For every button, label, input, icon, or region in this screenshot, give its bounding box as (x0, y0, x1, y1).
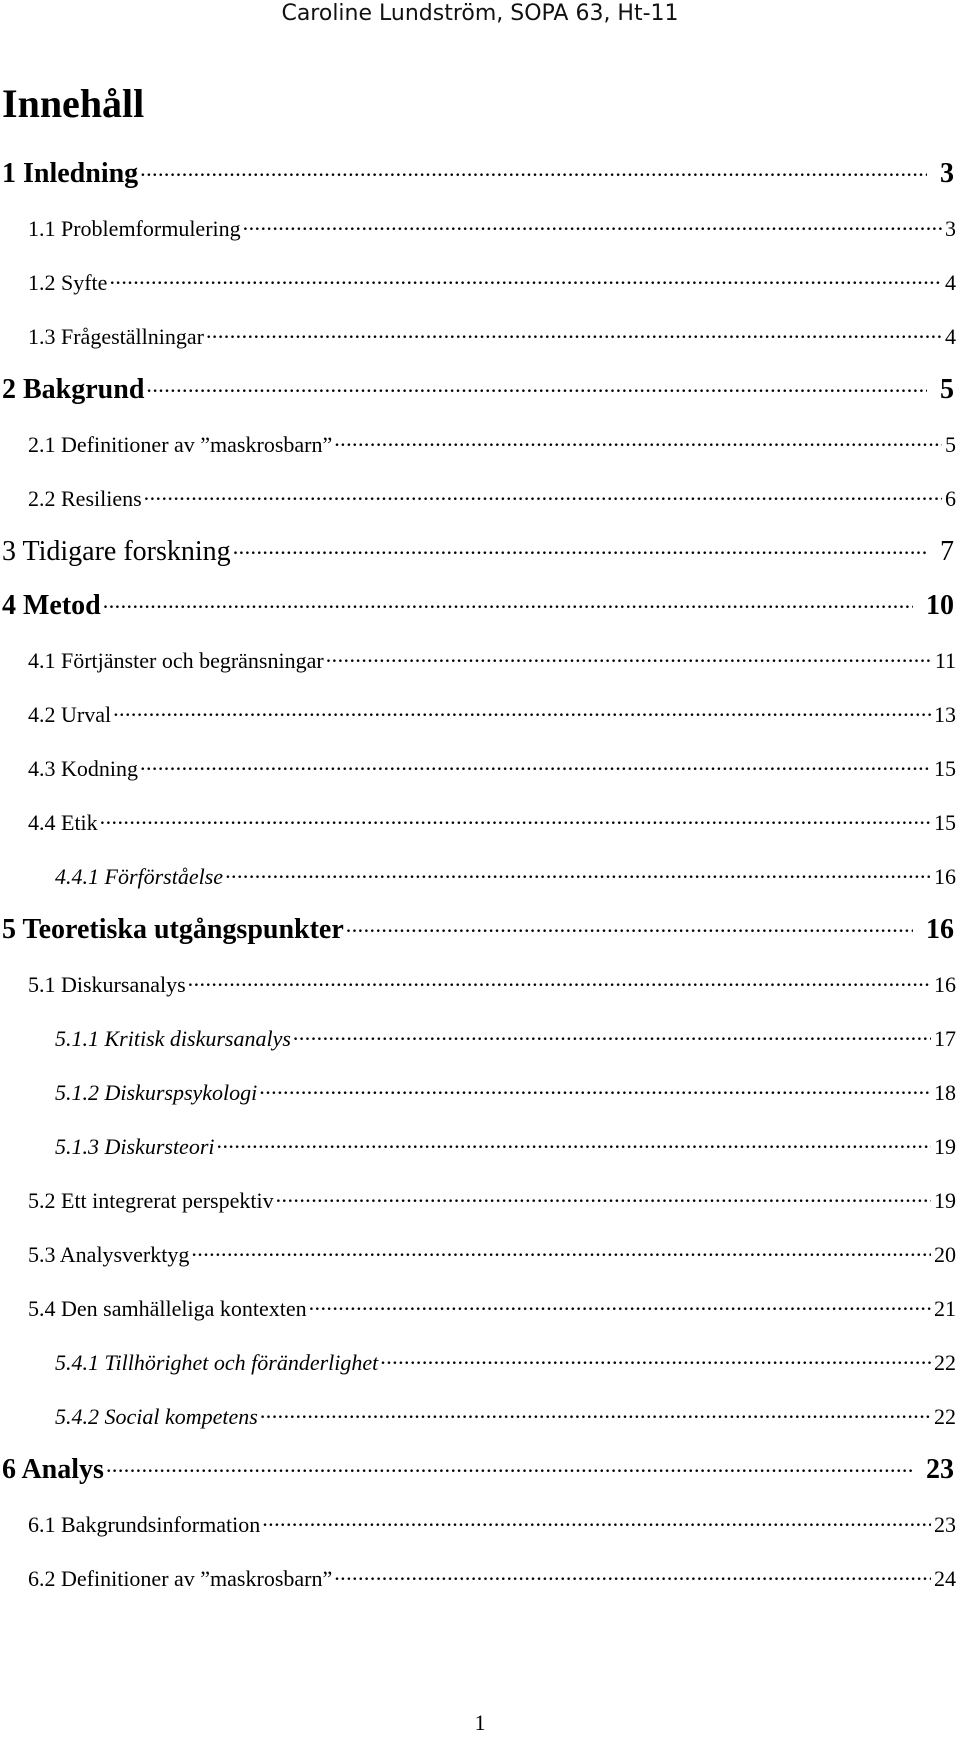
toc-entry-6[interactable] (2, 1454, 954, 1486)
toc-entry-label: 1.3 Frågeställningar (28, 324, 204, 349)
toc-entry-page: 16 (934, 972, 956, 997)
toc-entry-label: 4 Metod (2, 590, 101, 621)
page-number: 1 (474, 1710, 486, 1735)
toc-entry-label: 1.1 Problemformulering (28, 216, 241, 241)
toc-entry-4[interactable] (2, 590, 954, 622)
dot-leader (140, 160, 927, 182)
toc-entry-label: 4.1 Förtjänster och begränsningar (28, 648, 324, 673)
dot-leader (334, 430, 942, 452)
toc-entry-page: 4 (945, 270, 956, 295)
toc-title: Innehåll (2, 81, 145, 126)
toc-entry-page: 19 (934, 1188, 956, 1213)
toc-entry-label: 5.3 Analysverktyg (28, 1242, 190, 1267)
toc-entry-page: 22 (934, 1404, 956, 1429)
toc-entry-5-4[interactable] (28, 1294, 956, 1322)
toc-entry-4-3[interactable] (28, 754, 956, 782)
toc-entry-6-1[interactable] (28, 1510, 956, 1538)
toc-entry-label: 4.4 Etik (28, 810, 98, 835)
toc-entry-page: 6 (945, 486, 956, 511)
toc-entry-5-1-1[interactable] (55, 1024, 956, 1052)
toc-entry-5-4-2[interactable] (55, 1402, 956, 1430)
toc-entry-label: 6.1 Bakgrundsinformation (28, 1512, 261, 1537)
toc-entry-page: 4 (945, 324, 956, 349)
toc-entry-label: 6.2 Definitioner av ”maskrosbarn” (28, 1566, 333, 1591)
toc-entry-page: 3 (945, 216, 956, 241)
dot-leader (113, 700, 931, 722)
toc-entry-1[interactable] (2, 158, 954, 190)
toc-entry-page: 5 (945, 432, 956, 457)
toc-entry-4-1[interactable] (28, 646, 956, 674)
toc-entry-1-2[interactable] (28, 268, 956, 296)
toc-entry-page: 22 (934, 1350, 956, 1375)
toc-entry-page: 7 (940, 536, 954, 567)
toc-entry-label: 5.1.3 Diskursteori (55, 1134, 215, 1159)
dot-leader (346, 916, 913, 938)
toc-entry-page: 19 (934, 1134, 956, 1159)
dot-leader (146, 376, 927, 398)
toc-entry-4-4-1[interactable] (55, 862, 956, 890)
toc-entry-page: 24 (934, 1566, 956, 1591)
toc-entry-5-3[interactable] (28, 1240, 956, 1268)
toc-entry-5[interactable] (2, 914, 954, 946)
toc-entry-4-4[interactable] (28, 808, 956, 836)
dot-leader (380, 1348, 931, 1370)
dot-leader (140, 754, 931, 776)
dot-leader (206, 322, 942, 344)
toc-entry-2[interactable] (2, 374, 954, 406)
toc-entry-3[interactable] (2, 536, 954, 568)
toc-entry-label: 2.1 Definitioner av ”maskrosbarn” (28, 432, 333, 457)
toc-entry-label: 2.2 Resiliens (28, 486, 142, 511)
toc-entry-page: 13 (934, 702, 956, 727)
toc-entry-label: 5.4.2 Social kompetens (55, 1404, 258, 1429)
toc-entry-2-2[interactable] (28, 484, 956, 512)
toc-entry-page: 21 (934, 1296, 956, 1321)
toc-entry-5-1-2[interactable] (55, 1078, 956, 1106)
toc-entry-label: 1.2 Syfte (28, 270, 108, 295)
toc-entry-page: 23 (926, 1454, 954, 1485)
dot-leader (334, 1564, 931, 1586)
dot-leader (259, 1078, 931, 1100)
dot-leader (109, 268, 942, 290)
dot-leader (191, 1240, 931, 1262)
toc-entry-page: 11 (934, 648, 956, 673)
toc-entry-page: 3 (940, 158, 954, 189)
dot-leader (276, 1186, 931, 1208)
dot-leader (100, 808, 931, 830)
toc-entry-label: 4.3 Kodning (28, 756, 138, 781)
dot-leader (144, 484, 942, 506)
toc-entry-page: 20 (934, 1242, 956, 1267)
dot-leader (188, 970, 931, 992)
toc-entry-5-1-3[interactable] (55, 1132, 956, 1160)
toc-entry-label: 5 Teoretiska utgångspunkter (2, 914, 344, 945)
toc-entry-2-1[interactable] (28, 430, 956, 458)
toc-entry-label: 5.4.1 Tillhörighet och föränderlighet (55, 1350, 379, 1375)
dot-leader (217, 1132, 932, 1154)
toc-entry-label: 5.1 Diskursanalys (28, 972, 186, 997)
toc-entry-page: 16 (926, 914, 954, 945)
toc-entry-label: 4.4.1 Förförståelse (55, 864, 224, 889)
dot-leader (103, 592, 913, 614)
toc-entry-label: 6 Analys (2, 1454, 104, 1485)
dot-leader (262, 1510, 931, 1532)
toc-entry-1-3[interactable] (28, 322, 956, 350)
dot-leader (225, 862, 931, 884)
running-header: Caroline Lundström, SOPA 63, Ht-11 (281, 1, 679, 26)
toc-entry-label: 5.1.2 Diskurspsykologi (55, 1080, 258, 1105)
toc-entry-label: 3 Tidigare forskning (2, 536, 231, 567)
toc-entry-1-1[interactable] (28, 214, 956, 242)
toc-entry-label: 5.1.1 Kritisk diskursanalys (55, 1026, 291, 1051)
dot-leader (326, 646, 932, 668)
toc-entry-page: 5 (940, 374, 954, 405)
dot-leader (309, 1294, 931, 1316)
toc-entry-label: 2 Bakgrund (2, 374, 145, 405)
toc-entry-page: 18 (934, 1080, 956, 1105)
toc-entry-page: 17 (934, 1026, 956, 1051)
toc-entry-label: 4.2 Urval (28, 702, 112, 727)
toc-entry-6-2[interactable] (28, 1564, 956, 1592)
toc-entry-label: 5.2 Ett integrerat perspektiv (28, 1188, 274, 1213)
dot-leader (106, 1456, 913, 1478)
toc-entry-5-2[interactable] (28, 1186, 956, 1214)
toc-entry-5-1[interactable] (28, 970, 956, 998)
toc-entry-page: 23 (934, 1512, 956, 1537)
toc-entry-page: 15 (934, 756, 956, 781)
toc-entry-label: 5.4 Den samhälleliga kontexten (28, 1296, 307, 1321)
dot-leader (293, 1024, 931, 1046)
toc-entry-4-2[interactable] (28, 700, 956, 728)
toc-entry-label: 1 Inledning (2, 158, 139, 189)
dot-leader (233, 538, 927, 560)
dot-leader (243, 214, 942, 236)
toc-entry-page: 15 (934, 810, 956, 835)
toc-entry-5-4-1[interactable] (55, 1348, 956, 1376)
dot-leader (260, 1402, 931, 1424)
toc-entry-page: 16 (934, 864, 956, 889)
toc-entry-page: 10 (926, 590, 954, 621)
